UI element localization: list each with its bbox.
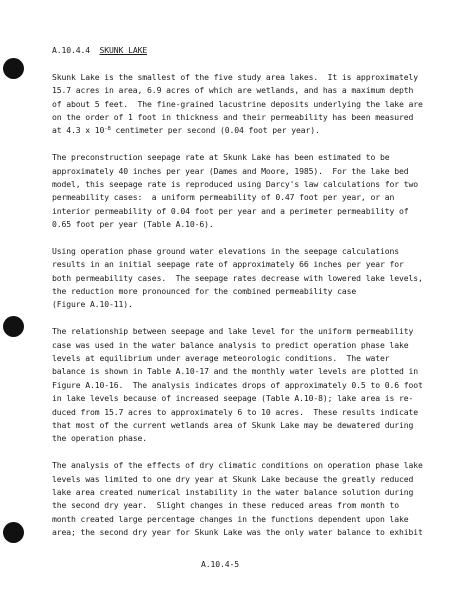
text-line: duced from 15.7 acres to approximately 6 to 10 acres. These results indicate	[52, 406, 418, 417]
text-line: levels was limited to one dry year at Skunk Lake because the greatly reduced	[52, 473, 414, 484]
text-line: that most of the current wetlands area of Skunk Lake may be dewatered during	[52, 419, 414, 430]
paragraph	[52, 459, 452, 539]
text-line: approximately 40 inches per year (Dames and Moore, 1985). For the lake bed	[52, 165, 409, 176]
text-line: 15.7 acres in area, 6.9 acres of which are wetlands, and has a maximum depth	[52, 85, 414, 96]
page-number: A.10.4-5	[201, 559, 240, 569]
text-line: (Figure A.10-11).	[52, 299, 133, 310]
document-body	[52, 44, 452, 539]
text-line: month created large percentage changes in the functions dependent upon lake	[52, 513, 409, 524]
paragraph	[52, 151, 452, 231]
text-segment: at 4.3 x 10	[52, 125, 105, 136]
binder-hole-middle	[3, 316, 24, 337]
section-heading	[52, 44, 452, 57]
section-title: SKUNK LAKE	[99, 45, 148, 55]
binder-hole-bottom	[3, 522, 24, 543]
text-line: the reduction more pronounced for the combined permeability case	[52, 286, 357, 297]
text-line	[52, 124, 452, 137]
text-line: model, this seepage rate is reproduced using Darcy's law calculations for two	[52, 178, 418, 189]
text-line: case was used in the water balance analysis to predict operation phase lake	[52, 339, 409, 350]
text-line: the operation phase.	[52, 433, 148, 444]
exponent: -8	[104, 126, 111, 133]
text-line: interior permeability of 0.04 foot per year and a perimeter permeability of	[52, 205, 409, 216]
binder-hole-top	[3, 58, 24, 79]
paragraphs	[52, 57, 452, 539]
text-line: balance is shown in Table A.10-17 and the monthly water levels are plotted in	[52, 366, 418, 377]
text-line: 0.65 foot per year (Table A.10-6).	[52, 219, 214, 230]
text-line: The relationship between seepage and lake level for the uniform permeability	[52, 326, 414, 337]
text-line: permeability cases: a uniform permeability of 0.47 foot per year, or an	[52, 192, 395, 203]
paragraph	[52, 245, 452, 312]
text-segment: centimeter per second (0.04 foot per year).	[110, 125, 320, 136]
text-line: Skunk Lake is the smallest of the five study area lakes. It is approximately	[52, 71, 418, 82]
section-number: A.10.4.4	[52, 45, 91, 55]
text-line: The preconstruction seepage rate at Skunk Lake has been estimated to be	[52, 152, 390, 163]
text-line: lake area created numerical instability in the water balance solution during	[52, 486, 414, 497]
paragraph	[52, 325, 452, 446]
text-line: The analysis of the effects of dry climatic conditions on operation phase lake	[52, 460, 423, 471]
paragraph	[52, 71, 452, 138]
text-line: both permeability cases. The seepage rates decrease with lowered lake levels,	[52, 272, 423, 283]
text-line: in lake levels because of increased seepage (Table A.10-8); lake area is re-	[52, 393, 414, 404]
text-line: the second dry year. Slight changes in these reduced areas from month to	[52, 500, 399, 511]
text-line: of about 5 feet. The fine-grained lacustrine deposits underlying the lake are	[52, 98, 423, 109]
text-line: levels at equilibrium under average meteorologic conditions. The water	[52, 352, 390, 363]
text-line: area; the second dry year for Skunk Lake was the only water balance to exhibit	[52, 527, 423, 538]
text-line: Using operation phase ground water elevations in the seepage calculations	[52, 245, 399, 256]
text-line: Figure A.10-16. The analysis indicates drops of approximately 0.5 to 0.6 foot	[52, 379, 423, 390]
text-line: on the order of 1 foot in thickness and their permeability has been measured	[52, 111, 414, 122]
text-line: results in an initial seepage rate of approximately 66 inches per year for	[52, 259, 404, 270]
